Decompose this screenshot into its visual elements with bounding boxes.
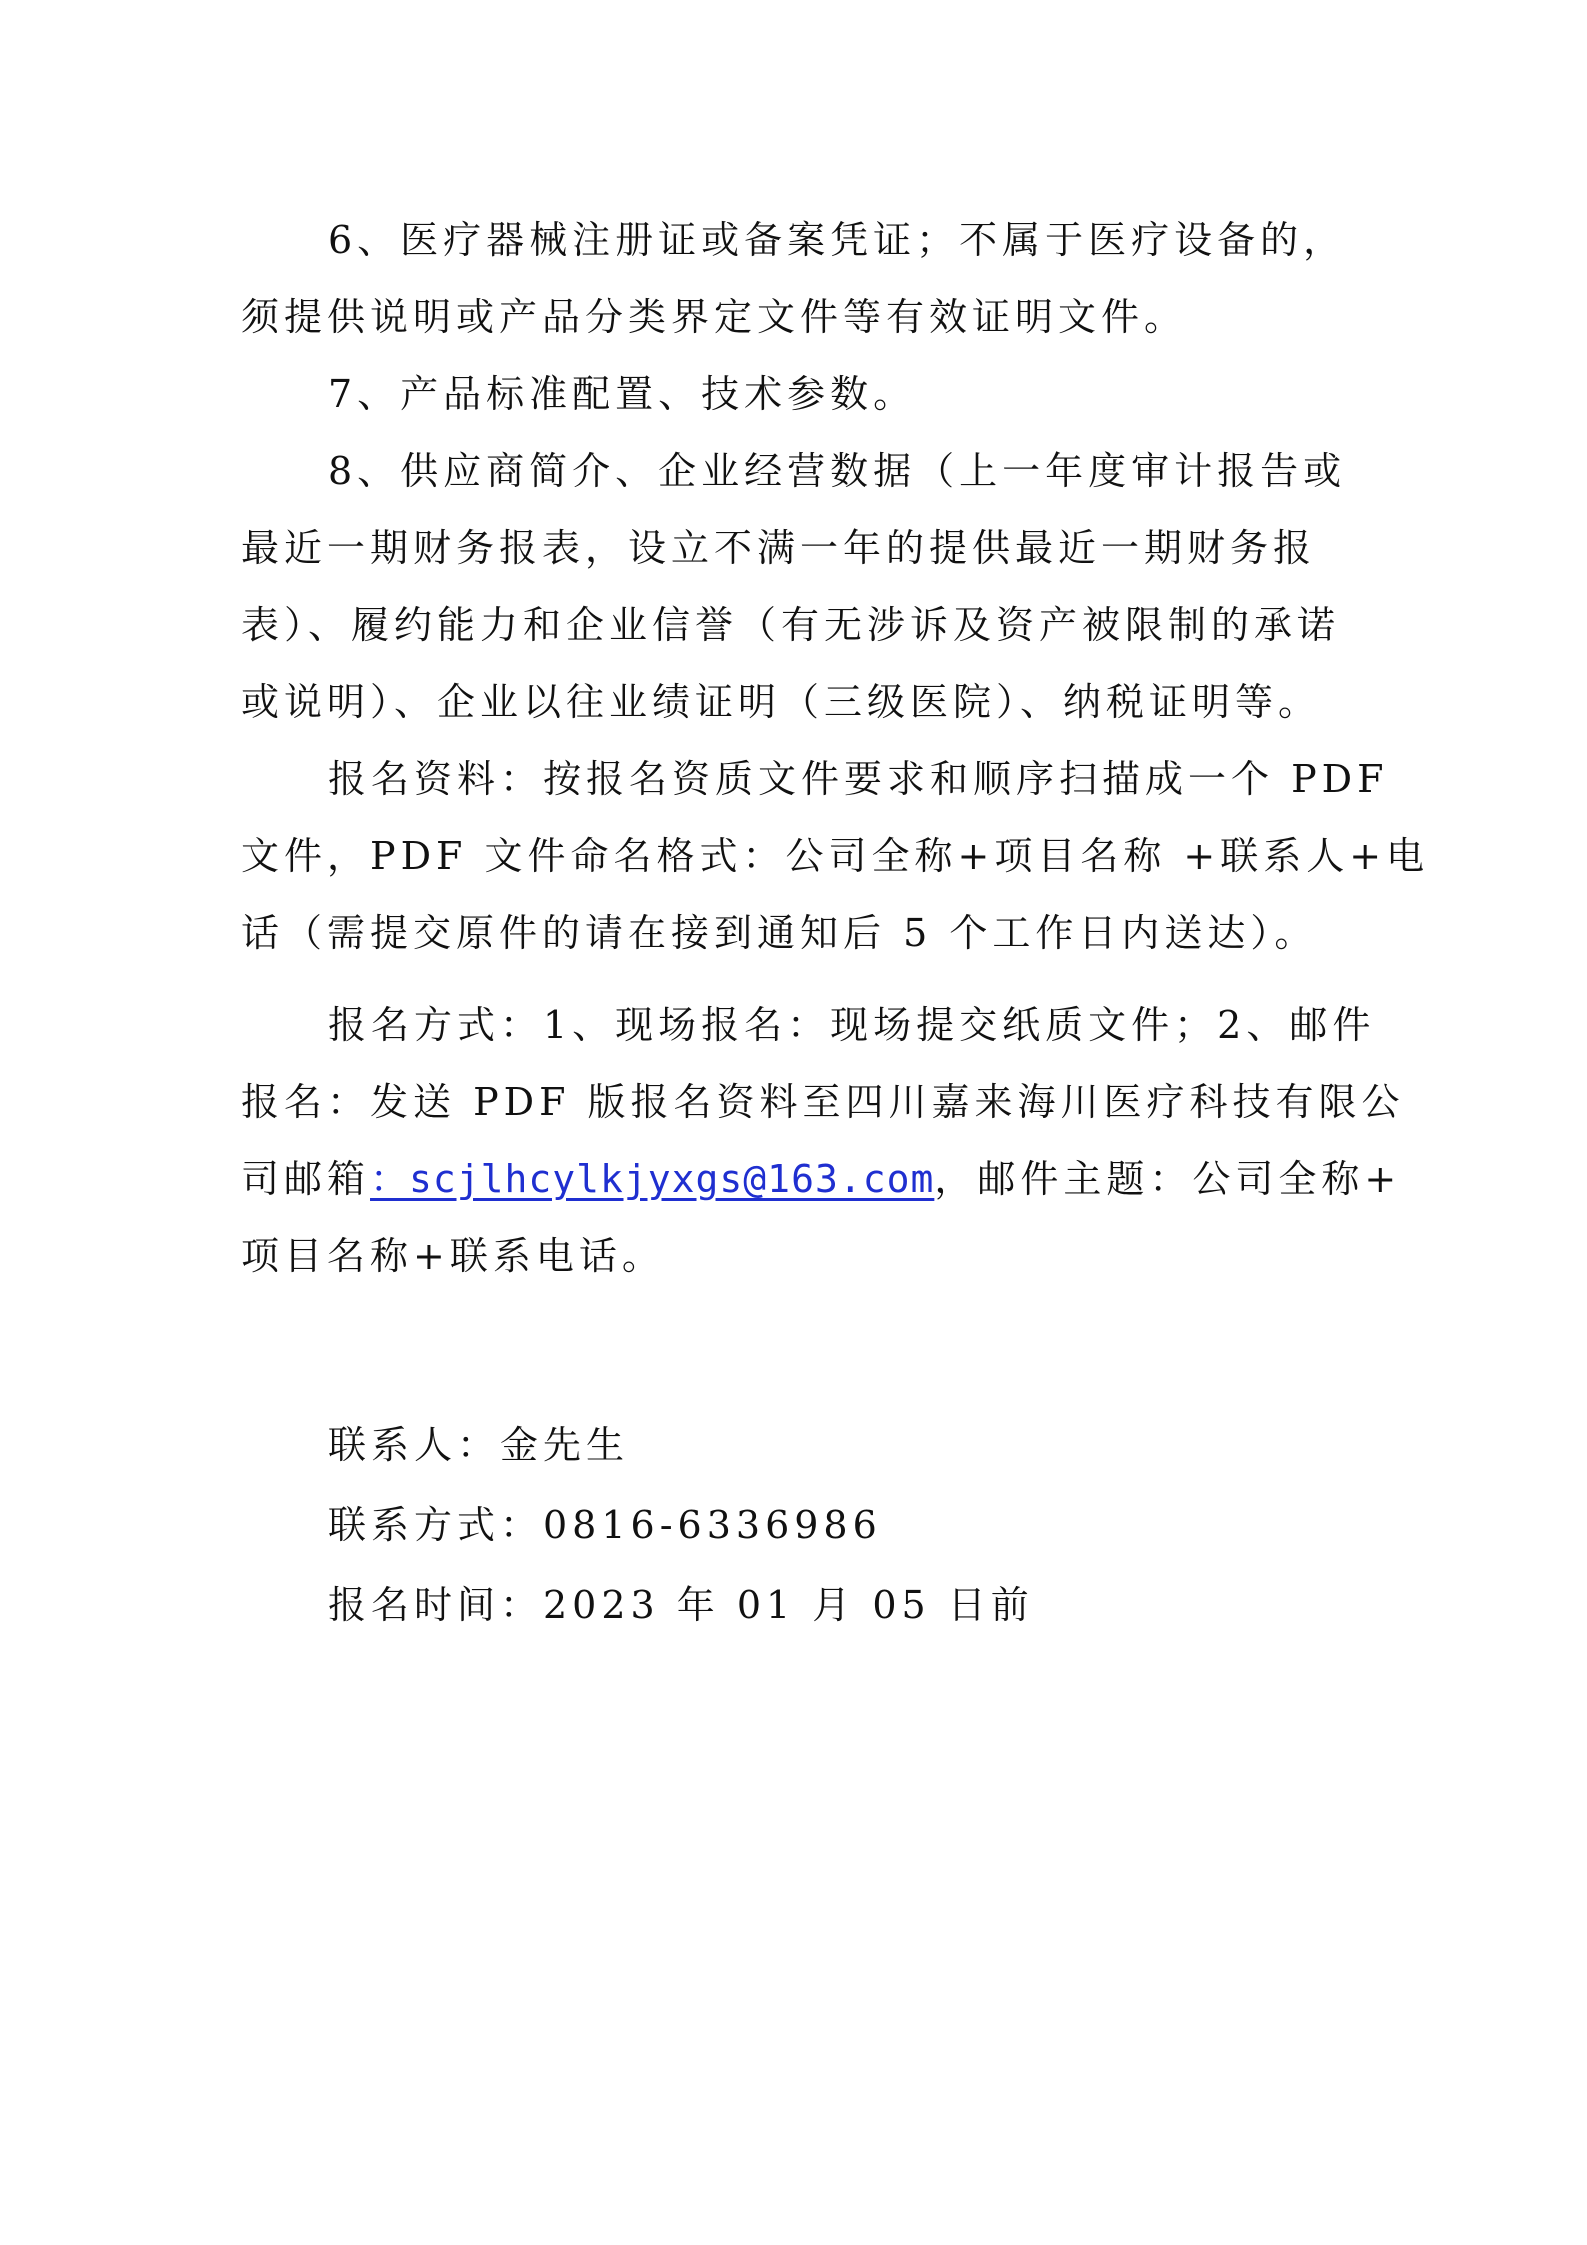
item8-line2: 最近一期财务报表，设立不满一年的提供最近一期财务报 [241, 526, 1317, 570]
method-line4: 项目名称+联系电话。 [241, 1234, 665, 1278]
method-line3 [241, 1144, 1402, 1214]
method-line1: 报名方式：1、现场报名：现场提交纸质文件；2、邮件 [328, 1003, 1376, 1047]
method-line3-suffix: ，邮件主题：公司全称+ [934, 1157, 1402, 1201]
item8-line4: 或说明）、企业以往业绩证明（三级医院）、纳税证明等。 [241, 680, 1322, 724]
materials-line2: 文件，PDF 文件命名格式：公司全称+项目名称 +联系人+电 [241, 834, 1430, 878]
registration-deadline: 报名时间：2023 年 01 月 05 日前 [328, 1583, 1034, 1627]
method-line2: 报名：发送 PDF 版报名资料至四川嘉来海川医疗科技有限公 [241, 1080, 1405, 1124]
item7-line: 7、产品标准配置、技术参数。 [328, 372, 917, 416]
item8-line3: 表）、履约能力和企业信誉（有无涉诉及资产被限制的承诺 [241, 603, 1341, 647]
method-line3-prefix: 司邮箱 [241, 1157, 371, 1201]
item6-line2: 须提供说明或产品分类界定文件等有效证明文件。 [241, 295, 1188, 339]
contact-person: 联系人：金先生 [328, 1423, 630, 1467]
item8-line1: 8、供应商简介、企业经营数据（上一年度审计报告或 [328, 449, 1347, 493]
materials-line3: 话（需提交原件的请在接到通知后 5 个工作日内送达）。 [241, 911, 1318, 955]
item6-line1: 6、医疗器械注册证或备案凭证；不属于医疗设备的， [328, 218, 1347, 262]
contact-phone: 联系方式：0816-6336986 [328, 1503, 882, 1547]
materials-line1: 报名资料：按报名资质文件要求和顺序扫描成一个 PDF [328, 757, 1389, 801]
email-link[interactable]: ：scjlhcylkjyxgs@163.com [370, 1157, 935, 1201]
